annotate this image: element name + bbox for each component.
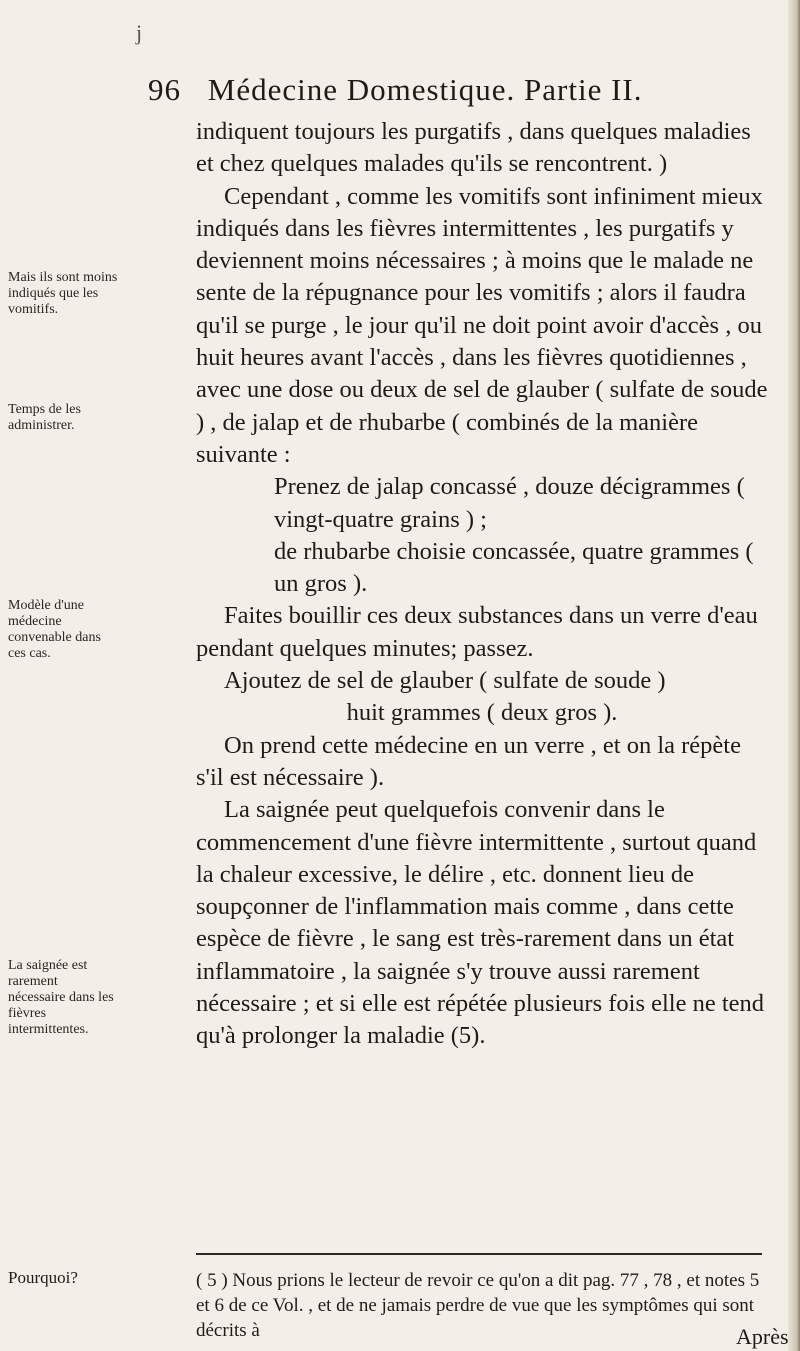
running-title: Médecine Domestique. Partie II. xyxy=(207,72,643,107)
paragraph-saignee: La saignée peut quelquefois convenir dans le commencement d'une fièvre intermittente , surtout quand la chaleur excessive, le délire , etc. donnent lieu de soupçonner de l'inflammation mais comme , dans cette espèce de fièvre , le sang est très-rarement dans un état inflammatoire , la saignée s'y trouve aussi rarement nécessaire ; et si elle est répétée plusieurs fois elle ne tend qu'à prolonger la maladie (5). xyxy=(196,796,765,1050)
running-header xyxy=(148,72,768,108)
recipe-jalap: Prenez de jalap concassé , douze décigrammes ( vingt-quatre grains ) ; xyxy=(274,473,745,533)
paragraph-glauber-dose: huit grammes ( deux gros ). xyxy=(346,699,618,727)
footnote-divider xyxy=(196,1253,762,1255)
paragraph-continuation: indiquent toujours les purgatifs , dans quelques maladies et chez quelques malades qu'ils se rencontrent. ) xyxy=(196,118,751,178)
margin-note-vomitifs: Mais ils sont moins indiqués que les vomitifs. xyxy=(8,270,118,317)
main-text xyxy=(196,116,768,1053)
margin-note-timing: Temps de les administrer. xyxy=(8,402,81,433)
page-edge-shadow xyxy=(788,0,800,1351)
margin-note-recipe: Modèle d'une médecine convenable dans ces cas. xyxy=(8,598,101,661)
page-number: 96 xyxy=(148,72,181,107)
footnote-margin-label: Pourquoi? xyxy=(8,1268,78,1287)
stray-ink-mark: j xyxy=(136,20,143,45)
recipe-rhubarbe: de rhubarbe choisie concassée, quatre grammes ( un gros ). xyxy=(274,537,754,598)
footnote-text: ( 5 ) Nous prions le lecteur de revoir ce qu'on a dit pag. 77 , 78 , et notes 5 et 6 de ce Vol. , et de ne jamais perdre de vue que les symptômes qui sont décrits à xyxy=(196,1270,760,1341)
paragraph-timing: qu'il se purge , le jour qu'il ne doit point avoir d'accès , ou huit heures avant l'accès , dans les fièvres quotidiennes , avec une dose ou deux de sel de glauber ( sulfate de soude ) , de jalap et de rhubarbe ( combinés de la manière suivante : xyxy=(196,311,768,468)
paragraph-glauber: Ajoutez de sel de glauber ( sulfate de soude ) xyxy=(224,667,666,695)
paragraph-dosage: On prend cette médecine en un verre , et on la répète s'il est nécessaire ). xyxy=(196,731,741,791)
paragraph-vomitifs: Cependant , comme les vomitifs sont infiniment mieux indiqués dans les fièvres intermittentes , les purgatifs y deviennent moins nécessaires ; à moins que le malade ne sente de la répugnance pour les vomitifs ; alors il faudra xyxy=(196,182,763,307)
margin-note-saignee: La saignée est rarement nécessaire dans les fièvres intermittentes. xyxy=(8,958,114,1037)
paragraph-preparation: Faites bouillir ces deux substances dans un verre d'eau pendant quelques minutes; passez. xyxy=(196,602,758,662)
catchword: Après xyxy=(736,1324,789,1349)
